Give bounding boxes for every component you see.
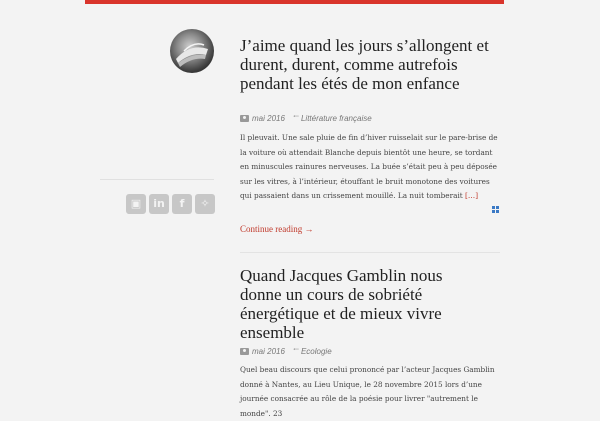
tag-icon: ⭪ xyxy=(292,345,299,354)
facebook-icon[interactable]: f xyxy=(172,194,192,214)
post-title-link[interactable]: J’aime quand les jours s’allongent et durent, durent, comme autrefois pendant les étés de mon enfance xyxy=(240,36,489,93)
social-links xyxy=(126,194,215,214)
post-list xyxy=(240,0,500,418)
post-divider xyxy=(240,252,500,253)
post-category[interactable]: Littérature française xyxy=(300,113,372,123)
linkedin-icon[interactable]: in xyxy=(149,194,169,214)
site-avatar[interactable] xyxy=(170,29,214,73)
tag-icon: ⭪ xyxy=(292,112,299,121)
post-format-icon xyxy=(492,206,499,213)
sidebar-divider xyxy=(100,179,214,180)
post-date[interactable]: mai 2016 xyxy=(252,346,285,356)
github-icon[interactable]: ▣ xyxy=(126,194,146,214)
post-meta xyxy=(240,111,372,125)
post-title-link[interactable]: Quand Jacques Gamblin nous donne un cours de sobriété énergétique et de mieux vivre ensemble xyxy=(240,266,443,342)
sidebar xyxy=(0,0,214,400)
post-date[interactable]: mai 2016 xyxy=(252,113,285,123)
camera-icon xyxy=(240,115,249,122)
post-excerpt: Il pleuvait. Une sale pluie de fin d’hiver ruisselait sur le pare-brise de la voiture où attendait Blanche depuis bientôt une heure, se tordant en minuscules rainures nerveuses. La buée s’était peu à peu déposée sur les vitres, à l’intérieur, étouffant le bruit monotone des voitures qui passaient dans un crissement mouillé. La nuit tomberait […] xyxy=(240,133,498,200)
read-more-bracket[interactable]: […] xyxy=(465,191,479,200)
twitter-icon[interactable]: ✧ xyxy=(195,194,215,214)
camera-icon xyxy=(240,348,249,355)
post-meta xyxy=(240,344,332,358)
continue-reading-link[interactable]: Continue reading → xyxy=(240,224,314,234)
post-excerpt: Quel beau discours que celui prononcé par l’acteur Jacques Gamblin donné à Nantes, au Lieu Unique, le 28 novembre 2015 lors d’une journée consacrée au rôle de la poésie pour livrer "autrement le monde". 23 xyxy=(240,365,495,418)
post-category[interactable]: Ecologie xyxy=(300,346,332,356)
open-book-image xyxy=(170,29,214,73)
